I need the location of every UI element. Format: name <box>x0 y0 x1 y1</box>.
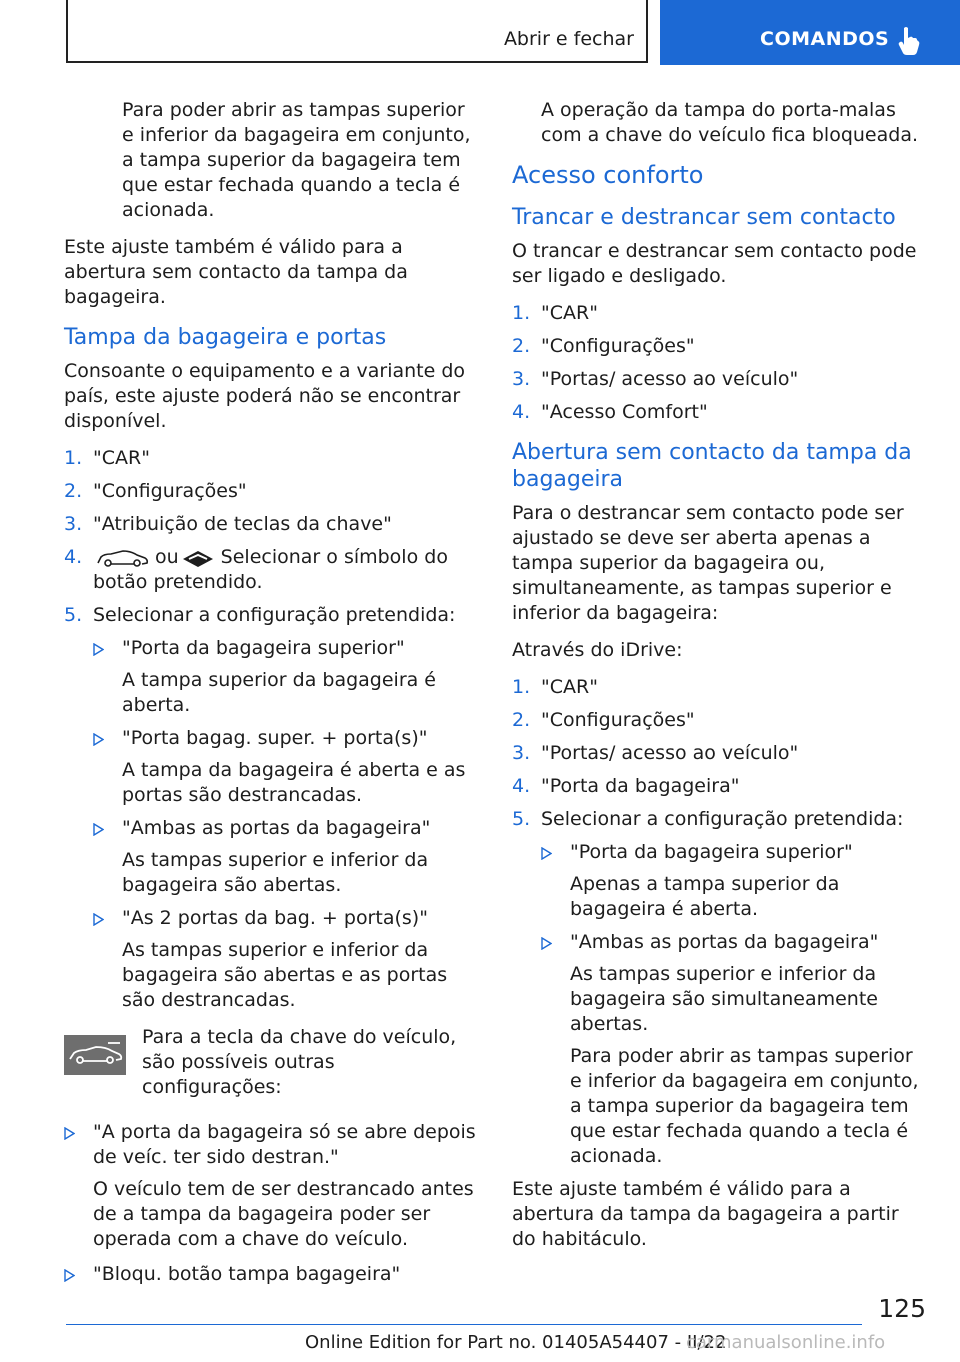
step-text: "Configurações" <box>541 335 695 357</box>
step-text: Selecionar a configuração pretendida: <box>93 604 456 626</box>
list-item <box>512 675 928 700</box>
triangle-bullet-icon <box>93 913 104 926</box>
option-description: Para poder abrir as tampas superior e inferior da bagageira em conjunto, a tampa superior da bagageira tem que estar fechada quando a tecla é acionada. <box>570 1045 919 1167</box>
option-title: "Porta bagag. super. + porta(s)" <box>122 727 428 749</box>
key-options-list <box>64 1120 478 1287</box>
option-title: "A porta da bagageira só se abre depois de veíc. ter sido destran." <box>93 1121 476 1168</box>
list-item <box>512 741 928 766</box>
option-description: As tampas superior e inferior da bagageira são abertas. <box>122 849 429 896</box>
intro-indented-paragraph: Para poder abrir as tampas superior e inferior da bagageira em conjunto, a tampa superior da bagageira tem que estar fechada quando a tecla é acionada. <box>122 99 471 221</box>
option-item <box>541 930 928 1169</box>
list-item <box>64 512 478 537</box>
step-number: 2. <box>64 480 83 502</box>
header-section-box <box>66 0 648 63</box>
step-number: 2. <box>512 335 531 357</box>
option-item <box>64 1120 478 1252</box>
step-number: 1. <box>512 676 531 698</box>
header-chapter-tab <box>660 0 960 65</box>
tailgate-intro: Para o destrancar sem contacto pode ser ajustado se deve ser aberta apenas a tampa superior da bagageira ou, simultaneamente, as tampas superior e inferior da bagageira: <box>512 502 904 624</box>
option-title: "Ambas as portas da bagageira" <box>122 817 431 839</box>
step-number: 4. <box>64 546 83 568</box>
triangle-bullet-icon <box>541 847 552 860</box>
doors-intro: Consoante o equipamento e a variante do país, este ajuste poderá não se encontrar disponível. <box>64 360 466 432</box>
option-item <box>93 726 478 808</box>
step-or-text: ou <box>155 546 179 568</box>
list-item <box>512 708 928 733</box>
step-number: 3. <box>64 513 83 535</box>
car-key-icon <box>95 547 149 569</box>
option-description: A tampa da bagageira é aberta e as portas são destrancadas. <box>122 759 466 806</box>
option-description: Apenas a tampa superior da bagageira é aberta. <box>570 873 840 920</box>
footer-edition: Online Edition for Part no. 01405A54407 - II/22 <box>305 1332 727 1353</box>
options-list <box>93 636 478 1013</box>
options-list <box>541 840 928 1169</box>
page-number: 125 <box>878 1294 926 1323</box>
triangle-bullet-icon <box>93 733 104 746</box>
step-text: Selecionar a configuração pretendida: <box>541 808 904 830</box>
option-description: A tampa superior da bagageira é aberta. <box>122 669 437 716</box>
triangle-bullet-icon <box>64 1127 75 1140</box>
option-item <box>93 816 478 898</box>
option-item <box>541 840 928 922</box>
triangle-bullet-icon <box>541 937 552 950</box>
heading-comfort-access: Acesso conforto <box>512 161 704 189</box>
contactless-intro: O trancar e destrancar sem contacto pode ser ligado e desligado. <box>512 240 917 287</box>
option-title: "Ambas as portas da bagageira" <box>570 931 879 953</box>
key-config-note <box>64 1025 478 1100</box>
footer-divider <box>66 1324 862 1325</box>
triangle-bullet-icon <box>64 1269 75 1282</box>
list-item <box>512 334 928 359</box>
outro-paragraph: Este ajuste também é válido para a abertura da tampa da bagageira a partir do habitáculo. <box>512 1178 899 1250</box>
watermark-text: carmanualsonline.info <box>686 1332 886 1353</box>
step-number: 4. <box>512 775 531 797</box>
step-text: "Porta da bagageira" <box>541 775 740 797</box>
right-column <box>512 98 928 1264</box>
via-idrive: Através do iDrive: <box>512 639 683 661</box>
step-number: 3. <box>512 368 531 390</box>
option-description: O veículo tem de ser destrancado antes de a tampa da bagageira poder ser operada com a chave do veículo. <box>93 1178 474 1250</box>
steps-list <box>512 675 928 832</box>
steps-list <box>64 446 478 628</box>
list-item <box>64 603 478 628</box>
triangle-bullet-icon <box>93 823 104 836</box>
step-text: "Acesso Comfort" <box>541 401 708 423</box>
step-text: "CAR" <box>93 447 150 469</box>
list-item <box>512 774 928 799</box>
key-note-text: Para a tecla da chave do veículo, são possíveis outras configurações: <box>142 1026 457 1098</box>
step-text: "Atribuição de teclas da chave" <box>93 513 392 535</box>
option-item <box>64 1262 478 1287</box>
option-title: "Bloqu. botão tampa bagageira" <box>93 1263 401 1285</box>
left-column <box>64 98 478 1297</box>
step-number: 3. <box>512 742 531 764</box>
list-item <box>512 400 928 425</box>
triangle-bullet-icon <box>93 643 104 656</box>
hand-pointer-icon <box>898 26 920 56</box>
heading-tailgate-doors: Tampa da bagageira e portas <box>64 325 387 350</box>
vehicle-key-button-icon <box>64 1035 126 1075</box>
steps-list <box>512 301 928 425</box>
list-item <box>64 446 478 471</box>
step-number: 5. <box>512 808 531 830</box>
heading-contactless-tailgate: Abertura sem contacto da tampa da bagageira <box>512 440 912 492</box>
list-item <box>512 367 928 392</box>
option-title: "Porta da bagageira superior" <box>570 841 853 863</box>
step-number: 2. <box>512 709 531 731</box>
intro-paragraph: Este ajuste também é válido para a abertura sem contacto da tampa da bagageira. <box>64 236 408 308</box>
option-title: "As 2 portas da bag. + porta(s)" <box>122 907 428 929</box>
step-number: 1. <box>64 447 83 469</box>
step-text: "Configurações" <box>93 480 247 502</box>
header-section-title: Abrir e fechar <box>503 28 634 50</box>
step-text: "CAR" <box>541 676 598 698</box>
list-item <box>64 545 478 595</box>
list-item <box>512 807 928 832</box>
option-description: As tampas superior e inferior da bagageira são simultaneamente abertas. <box>570 963 878 1035</box>
step-text: "Portas/ acesso ao veículo" <box>541 368 799 390</box>
step-number: 1. <box>512 302 531 324</box>
step-text: "Configurações" <box>541 709 695 731</box>
option-title: "Porta da bagageira superior" <box>122 637 405 659</box>
option-item <box>93 636 478 718</box>
diamond-symbol-icon <box>181 547 215 569</box>
option-description: As tampas superior e inferior da bagageira são abertas e as portas são destrancadas. <box>122 939 448 1011</box>
heading-contactless-lock: Trancar e destrancar sem contacto <box>512 205 896 230</box>
step-text: "CAR" <box>541 302 598 324</box>
step-number: 4. <box>512 401 531 423</box>
continuation-text: A operação da tampa do porta-malas com a chave do veículo fica bloqueada. <box>541 99 919 146</box>
header-chapter-title: COMANDOS <box>760 28 890 50</box>
step-text: Selecionar o símbolo do botão pretendido. <box>93 546 448 593</box>
step-number: 5. <box>64 604 83 626</box>
option-item <box>93 906 478 1013</box>
list-item <box>512 301 928 326</box>
step-text: "Portas/ acesso ao veículo" <box>541 742 799 764</box>
list-item <box>64 479 478 504</box>
